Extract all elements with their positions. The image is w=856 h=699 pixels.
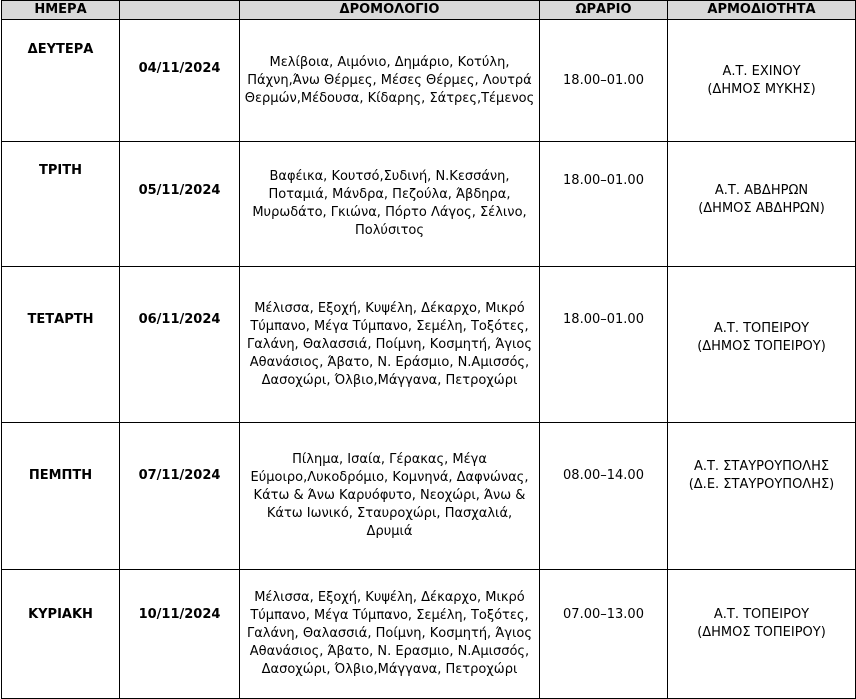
authority-name: Α.Τ. ΤΟΠΕΙΡΟΥ <box>713 321 810 336</box>
route-line: Εύμοιρο,Λυκοδρόμιο, Κομνηνά, Δαφνώνας, <box>250 470 529 485</box>
route-line: Μέλισσα, Εξοχή, Κυψέλη, Δέκαρχο, Μικρό <box>254 590 525 605</box>
row-day: ΚΥΡΙΑΚΗ <box>2 570 120 699</box>
table-row <box>2 570 856 699</box>
table-row <box>2 142 856 267</box>
table-row <box>2 267 856 423</box>
row-authority <box>668 142 856 267</box>
row-date: 04/11/2024 <box>120 20 240 142</box>
authority-municipality: (ΔΗΜΟΣ ΤΟΠΕΙΡΟΥ) <box>697 625 826 640</box>
authority-municipality: (Δ.Ε. ΣΤΑΥΡΟΥΠΟΛΗΣ) <box>688 477 835 492</box>
row-hours: 18.00–01.00 <box>540 20 668 142</box>
row-day: ΤΡΙΤΗ <box>2 142 120 267</box>
route-line: Τύμπανο, Μέγα Τύμπανο, Σεμέλη, Τοξότες, <box>250 608 529 623</box>
header-day: ΗΜΕΡΑ <box>2 1 120 20</box>
authority-name: Α.Τ. ΤΟΠΕΙΡΟΥ <box>713 607 810 622</box>
row-route <box>240 142 540 267</box>
route-line: Πολύσιτος <box>355 223 424 238</box>
route-line: Τύμπανο, Μέγα Τύμπανο, Σεμέλη, Τοξότες, <box>250 318 529 334</box>
row-day: ΤΕΤΑΡΤΗ <box>2 267 120 423</box>
row-authority <box>668 267 856 423</box>
row-hours: 07.00–13.00 <box>540 570 668 699</box>
row-hours: 18.00–01.00 <box>540 142 668 267</box>
route-line: Πίλημα, Ισαία, Γέρακας, Μέγα <box>292 452 487 467</box>
header-date <box>120 1 240 20</box>
row-route <box>240 20 540 142</box>
row-authority <box>668 20 856 142</box>
row-authority <box>668 570 856 699</box>
header-hours: ΩΡΑΡΙΟ <box>540 1 668 20</box>
authority-name: Α.Τ. ΕΧΙΝΟΥ <box>722 63 801 79</box>
authority-municipality: (ΔΗΜΟΣ ΑΒΔΗΡΩΝ) <box>698 201 825 216</box>
route-line: Γαλάνη, Θαλασσιά, Ποίμνη, Κοσμητή, Άγιος <box>246 336 533 352</box>
row-hours: 08.00–14.00 <box>540 423 668 570</box>
row-authority <box>668 423 856 570</box>
row-day: ΔΕΥΤΕΡΑ <box>2 20 120 142</box>
authority-name: Α.Τ. ΑΒΔΗΡΩΝ <box>714 183 809 198</box>
route-line: Δασοχώρι, Όλβιο,Μάγγανα, Πετροχώρι <box>261 372 518 388</box>
header-authority: ΑΡΜΟΔΙΟΤΗΤΑ <box>668 1 856 20</box>
row-date: 06/11/2024 <box>120 267 240 423</box>
route-line: Αθανάσιος, Άβατο, Ν. Ερασμιο, Ν.Αμισσός, <box>249 644 530 659</box>
authority-municipality: (ΔΗΜΟΣ ΤΟΠΕΙΡΟΥ) <box>697 339 826 354</box>
authority-municipality: (ΔΗΜΟΣ ΜΥΚΗΣ) <box>707 81 816 97</box>
route-line: Βαφέικα, Κουτσό,Συδινή, Ν.Κεσσάνη, <box>269 169 510 184</box>
schedule-table <box>1 0 856 699</box>
row-date: 07/11/2024 <box>120 423 240 570</box>
row-route <box>240 267 540 423</box>
header-route: ΔΡΟΜΟΛΟΓΙΟ <box>240 1 540 20</box>
header-row <box>2 1 856 20</box>
route-line: Πάχνη,Άνω Θέρμες, Μέσες Θέρμες, Λουτρά <box>247 72 532 88</box>
row-hours: 18.00–01.00 <box>540 267 668 423</box>
route-line: Αθανάσιος, Άβατο, Ν. Εράσμιο, Ν.Αμισσός, <box>249 354 530 370</box>
row-day: ΠΕΜΠΤΗ <box>2 423 120 570</box>
authority-name: Α.Τ. ΣΤΑΥΡΟΥΠΟΛΗΣ <box>693 459 830 474</box>
route-line: Γαλάνη, Θαλασσιά, Ποίμνη, Κοσμητή, Άγιος <box>246 626 533 641</box>
row-route <box>240 570 540 699</box>
route-line: Μελίβοια, Αιμόνιο, Δημάριο, Κοτύλη, <box>269 54 510 70</box>
route-line: Ποταμιά, Μάνδρα, Πεζούλα, Άβδηρα, <box>268 187 511 202</box>
route-line: Μέλισσα, Εξοχή, Κυψέλη, Δέκαρχο, Μικρό <box>254 300 525 316</box>
row-date: 10/11/2024 <box>120 570 240 699</box>
route-line: Μυρωδάτο, Γκιώνα, Πόρτο Λάγος, Σέλινο, <box>252 205 527 220</box>
route-line: Θερμών,Μέδουσα, Κίδαρης, Σάτρες,Τέμενος <box>244 90 535 106</box>
row-route <box>240 423 540 570</box>
route-line: Κάτω & Άνω Καρυόφυτο, Νεοχώρι, Άνω & <box>253 488 526 503</box>
route-line: Κάτω Ιωνικό, Σταυροχώρι, Πασχαλιά, Δρυμιά <box>266 506 513 539</box>
table-row <box>2 423 856 570</box>
table-row <box>2 20 856 142</box>
row-date: 05/11/2024 <box>120 142 240 267</box>
route-line: Δασοχώρι, Όλβιο,Μάγγανα, Πετροχώρι <box>261 662 518 677</box>
